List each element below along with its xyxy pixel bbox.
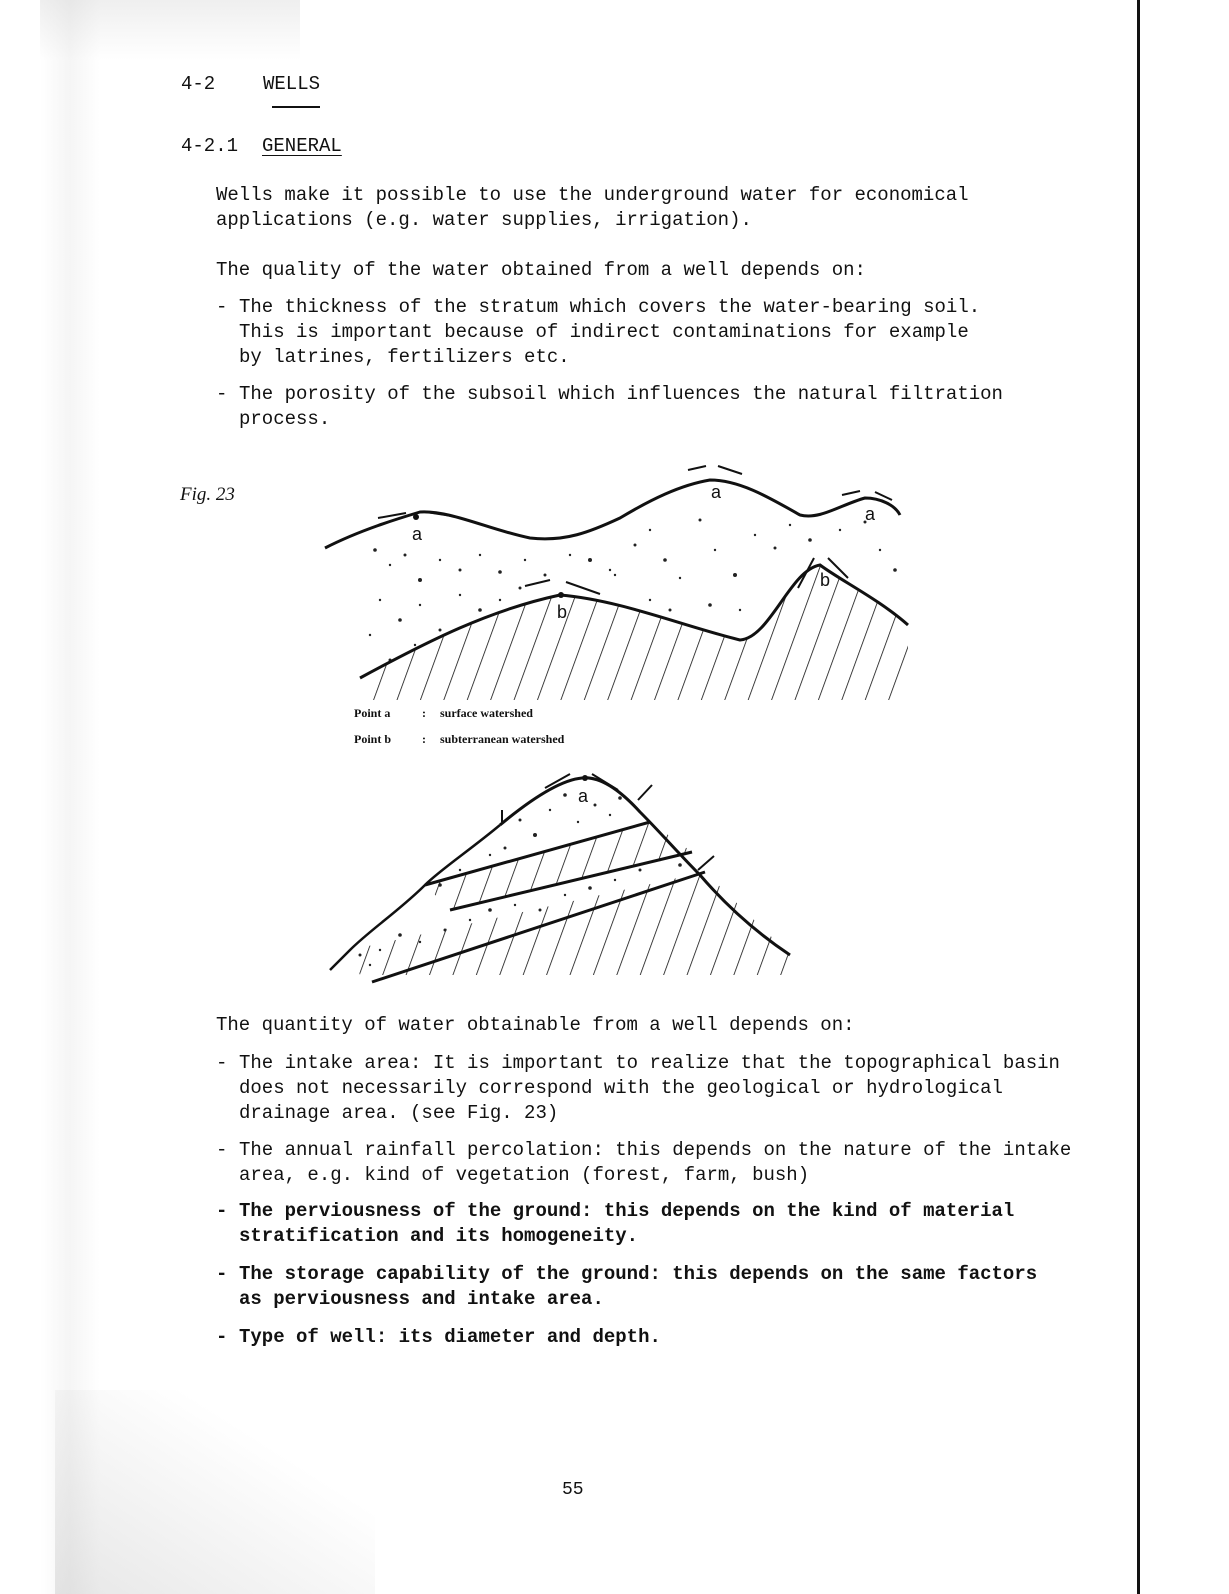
section-number: 4-2: [181, 73, 216, 95]
quality-item-1-line-3: by latrines, fertilizers etc.: [239, 346, 570, 368]
quality-item-2-line-1: The porosity of the subsoil which influences the natural filtration: [239, 383, 1003, 405]
section-title-underline: [272, 106, 320, 108]
label-b-right: b: [820, 570, 831, 590]
quantity-item-2-line-2: area, e.g. kind of vegetation (forest, farm, bush): [239, 1164, 810, 1186]
quantity-item-5-line-1: Type of well: its diameter and depth.: [239, 1326, 661, 1348]
quantity-lead: The quantity of water obtainable from a well depends on:: [216, 1014, 855, 1036]
bullet-dash: -: [216, 1139, 228, 1161]
subsection-title: GENERAL: [262, 135, 342, 157]
quantity-item-4-line-2: as perviousness and intake area.: [239, 1288, 604, 1310]
quality-item-2-line-2: process.: [239, 408, 331, 430]
legend-value-b: subterranean watershed: [440, 732, 565, 746]
flow-arrows-b1: [525, 580, 600, 594]
quality-item-1-line-2: This is important because of indirect contaminations for example: [239, 321, 969, 343]
quantity-item-3-line-2: stratification and its homogeneity.: [239, 1225, 639, 1247]
quality-item-1-line-1: The thickness of the stratum which covers the water-bearing soil.: [239, 296, 981, 318]
quantity-item-4-line-1: The storage capability of the ground: this depends on the same factors: [239, 1263, 1038, 1285]
flow-arrows-a2: [688, 466, 742, 474]
bullet-dash: -: [216, 296, 228, 318]
tilted-strata-diagram: [320, 760, 820, 990]
label-a-left: a: [412, 524, 423, 544]
scan-shading-left: [40, 0, 100, 1594]
legend-row-a: [354, 706, 533, 721]
quantity-item-3-line-1: The perviousness of the ground: this depends on the kind of material: [239, 1200, 1015, 1222]
section-title: WELLS: [263, 73, 321, 95]
point-b-marker: [558, 592, 564, 598]
legend-sep-a: :: [422, 706, 426, 720]
watershed-diagram-top: [320, 460, 920, 700]
legend-key-b: Point b: [354, 732, 392, 746]
bullet-dash: -: [216, 1263, 228, 1285]
page-edge-rule: [1137, 0, 1140, 1594]
scan-shading-top: [40, 0, 300, 60]
quantity-item-2-line-1: The annual rainfall percolation: this depends on the nature of the intake: [239, 1139, 1072, 1161]
legend-row-b: [354, 732, 564, 747]
label-a-hill: a: [578, 786, 589, 806]
bullet-dash: -: [216, 1326, 228, 1348]
legend-value-a: surface watershed: [440, 706, 533, 720]
point-a-marker: [413, 514, 419, 520]
legend-sep-b: :: [422, 732, 426, 746]
scan-shading-bottom: [55, 1390, 375, 1594]
bullet-dash: -: [216, 1052, 228, 1074]
legend-key-a: Point a: [354, 706, 391, 720]
bullet-dash: -: [216, 1200, 228, 1222]
quantity-item-1-line-1: The intake area: It is important to realize that the topographical basin: [239, 1052, 1060, 1074]
quantity-item-1-line-3: drainage area. (see Fig. 23): [239, 1102, 559, 1124]
quantity-item-1-line-2: does not necessarily correspond with the geological or hydrological: [239, 1077, 1003, 1099]
quality-lead: The quality of the water obtained from a well depends on:: [216, 259, 866, 281]
subsection-number: 4-2.1: [181, 135, 239, 157]
page-number: 55: [562, 1480, 584, 1500]
point-a-marker-2: [582, 775, 588, 781]
intro-line-1: Wells make it possible to use the underground water for economical: [216, 184, 969, 206]
label-a-middle: a: [711, 482, 722, 502]
intro-line-2: applications (e.g. water supplies, irrigation).: [216, 209, 752, 231]
label-a-right: a: [865, 504, 876, 524]
figure-label: Fig. 23: [180, 484, 235, 505]
label-b-left: b: [557, 602, 568, 622]
bullet-dash: -: [216, 383, 228, 405]
